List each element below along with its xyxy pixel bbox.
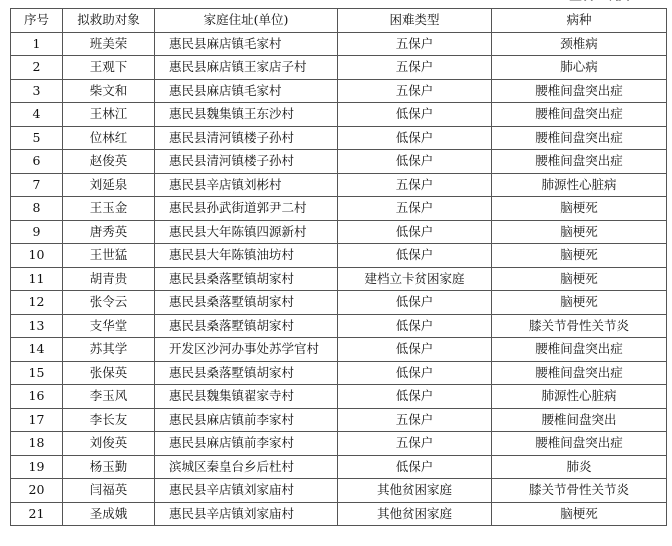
cell-recipient: 支华堂	[63, 314, 155, 338]
cell-hardship-type: 其他贫困家庭	[338, 479, 492, 503]
cell-disease: 肺心病	[492, 56, 667, 80]
cell-hardship-type: 低保户	[338, 338, 492, 362]
cell-hardship-type: 其他贫困家庭	[338, 502, 492, 526]
cell-recipient: 胡青贵	[63, 267, 155, 291]
cell-address: 惠民县桑落墅镇胡家村	[155, 361, 338, 385]
cell-disease: 腰椎间盘突出症	[492, 150, 667, 174]
cell-hardship-type: 低保户	[338, 361, 492, 385]
cell-address: 惠民县辛店镇刘家庙村	[155, 479, 338, 503]
cell-hardship-type: 低保户	[338, 244, 492, 268]
cell-disease: 脑梗死	[492, 220, 667, 244]
cell-address: 惠民县麻店镇毛家村	[155, 32, 338, 56]
table-row	[11, 479, 667, 503]
cell-index: 5	[11, 126, 63, 150]
table-row	[11, 197, 667, 221]
table-row	[11, 314, 667, 338]
cell-disease: 肺源性心脏病	[492, 385, 667, 409]
cell-disease: 腰椎间盘突出	[492, 408, 667, 432]
cell-address: 惠民县桑落墅镇胡家村	[155, 267, 338, 291]
cell-index: 3	[11, 79, 63, 103]
cell-address: 惠民县辛店镇刘彬村	[155, 173, 338, 197]
cell-disease: 脑梗死	[492, 502, 667, 526]
table-row	[11, 502, 667, 526]
cell-disease: 腰椎间盘突出症	[492, 126, 667, 150]
cell-index: 11	[11, 267, 63, 291]
header-hardship-type: 困难类型	[338, 9, 492, 33]
cell-disease: 脑梗死	[492, 291, 667, 315]
cell-disease: 脑梗死	[492, 197, 667, 221]
cell-hardship-type: 低保户	[338, 314, 492, 338]
cell-address: 惠民县桑落墅镇胡家村	[155, 314, 338, 338]
cell-address: 惠民县麻店镇毛家村	[155, 79, 338, 103]
cell-disease: 肺源性心脏病	[492, 173, 667, 197]
cell-recipient: 王玉金	[63, 197, 155, 221]
cell-hardship-type: 五保户	[338, 197, 492, 221]
cell-index: 8	[11, 197, 63, 221]
cell-hardship-type: 低保户	[338, 126, 492, 150]
cell-address: 惠民县魏集镇翟家寺村	[155, 385, 338, 409]
cell-disease: 腰椎间盘突出症	[492, 432, 667, 456]
cell-index: 20	[11, 479, 63, 503]
cell-address: 滨城区秦皇台乡后杜村	[155, 455, 338, 479]
cell-index: 1	[11, 32, 63, 56]
table-row	[11, 291, 667, 315]
cell-recipient: 圣成娥	[63, 502, 155, 526]
cell-address: 惠民县大年陈镇四源新村	[155, 220, 338, 244]
cell-hardship-type: 五保户	[338, 173, 492, 197]
cell-index: 6	[11, 150, 63, 174]
cell-address: 惠民县孙武街道郭尹二村	[155, 197, 338, 221]
cell-address: 惠民县大年陈镇油坊村	[155, 244, 338, 268]
cell-disease: 腰椎间盘突出症	[492, 338, 667, 362]
cell-address: 惠民县清河镇楼子孙村	[155, 126, 338, 150]
table-row	[11, 432, 667, 456]
cell-index: 2	[11, 56, 63, 80]
table-row	[11, 267, 667, 291]
cell-address: 开发区沙河办事处苏学官村	[155, 338, 338, 362]
cell-recipient: 张保英	[63, 361, 155, 385]
cell-recipient: 唐秀英	[63, 220, 155, 244]
cell-disease: 腰椎间盘突出症	[492, 103, 667, 127]
header-address: 家庭住址(单位)	[155, 9, 338, 33]
cell-recipient: 李长友	[63, 408, 155, 432]
table-row	[11, 220, 667, 244]
table-row	[11, 173, 667, 197]
table-body	[11, 32, 667, 526]
cell-index: 12	[11, 291, 63, 315]
cell-index: 16	[11, 385, 63, 409]
table-row	[11, 103, 667, 127]
cell-address: 惠民县清河镇楼子孙村	[155, 150, 338, 174]
cropped-header-text	[569, 0, 634, 1]
cell-address: 惠民县桑落墅镇胡家村	[155, 291, 338, 315]
cell-index: 7	[11, 173, 63, 197]
cell-hardship-type: 五保户	[338, 32, 492, 56]
cell-address: 惠民县辛店镇刘家庙村	[155, 502, 338, 526]
cell-address: 惠民县麻店镇前李家村	[155, 432, 338, 456]
cell-index: 10	[11, 244, 63, 268]
cell-recipient: 闫福英	[63, 479, 155, 503]
cell-disease: 腰椎间盘突出症	[492, 361, 667, 385]
cell-hardship-type: 低保户	[338, 220, 492, 244]
cell-disease: 腰椎间盘突出症	[492, 79, 667, 103]
cell-index: 15	[11, 361, 63, 385]
cell-recipient: 刘延泉	[63, 173, 155, 197]
header-disease: 病种	[492, 9, 667, 33]
header-index: 序号	[11, 9, 63, 33]
cell-recipient: 张令云	[63, 291, 155, 315]
cell-recipient: 王世猛	[63, 244, 155, 268]
cell-index: 14	[11, 338, 63, 362]
table-row	[11, 385, 667, 409]
header-recipient: 拟救助对象	[63, 9, 155, 33]
cell-recipient: 杨玉勤	[63, 455, 155, 479]
table-row	[11, 56, 667, 80]
cell-hardship-type: 五保户	[338, 79, 492, 103]
cell-disease: 膝关节骨性关节炎	[492, 314, 667, 338]
cell-address: 惠民县麻店镇王家店子村	[155, 56, 338, 80]
table-row	[11, 150, 667, 174]
cell-recipient: 刘俊英	[63, 432, 155, 456]
table-row	[11, 338, 667, 362]
cell-hardship-type: 低保户	[338, 103, 492, 127]
cell-index: 19	[11, 455, 63, 479]
cell-address: 惠民县魏集镇王东沙村	[155, 103, 338, 127]
cell-address: 惠民县麻店镇前李家村	[155, 408, 338, 432]
cell-index: 17	[11, 408, 63, 432]
cell-disease: 脑梗死	[492, 267, 667, 291]
cell-index: 18	[11, 432, 63, 456]
cell-recipient: 王林江	[63, 103, 155, 127]
table-row	[11, 79, 667, 103]
aid-recipient-table	[10, 8, 667, 526]
cell-recipient: 班美荣	[63, 32, 155, 56]
cell-disease: 肺炎	[492, 455, 667, 479]
cell-recipient: 赵俊英	[63, 150, 155, 174]
cell-hardship-type: 低保户	[338, 385, 492, 409]
cell-hardship-type: 五保户	[338, 408, 492, 432]
cell-index: 4	[11, 103, 63, 127]
cell-index: 13	[11, 314, 63, 338]
cell-hardship-type: 五保户	[338, 432, 492, 456]
cell-recipient: 王观下	[63, 56, 155, 80]
cell-disease: 脑梗死	[492, 244, 667, 268]
cell-hardship-type: 建档立卡贫困家庭	[338, 267, 492, 291]
table-row	[11, 455, 667, 479]
table-row	[11, 361, 667, 385]
cell-recipient: 苏其学	[63, 338, 155, 362]
cell-hardship-type: 低保户	[338, 150, 492, 174]
cell-index: 9	[11, 220, 63, 244]
cell-hardship-type: 低保户	[338, 291, 492, 315]
table-row	[11, 126, 667, 150]
cell-recipient: 李玉风	[63, 385, 155, 409]
cell-recipient: 位林红	[63, 126, 155, 150]
cell-recipient: 柴文和	[63, 79, 155, 103]
table-row	[11, 244, 667, 268]
cell-hardship-type: 低保户	[338, 455, 492, 479]
table-row	[11, 408, 667, 432]
cell-disease: 颈椎病	[492, 32, 667, 56]
cell-index: 21	[11, 502, 63, 526]
table-header-row	[11, 9, 667, 33]
cell-hardship-type: 五保户	[338, 56, 492, 80]
table-row	[11, 32, 667, 56]
cell-disease: 膝关节骨性关节炎	[492, 479, 667, 503]
